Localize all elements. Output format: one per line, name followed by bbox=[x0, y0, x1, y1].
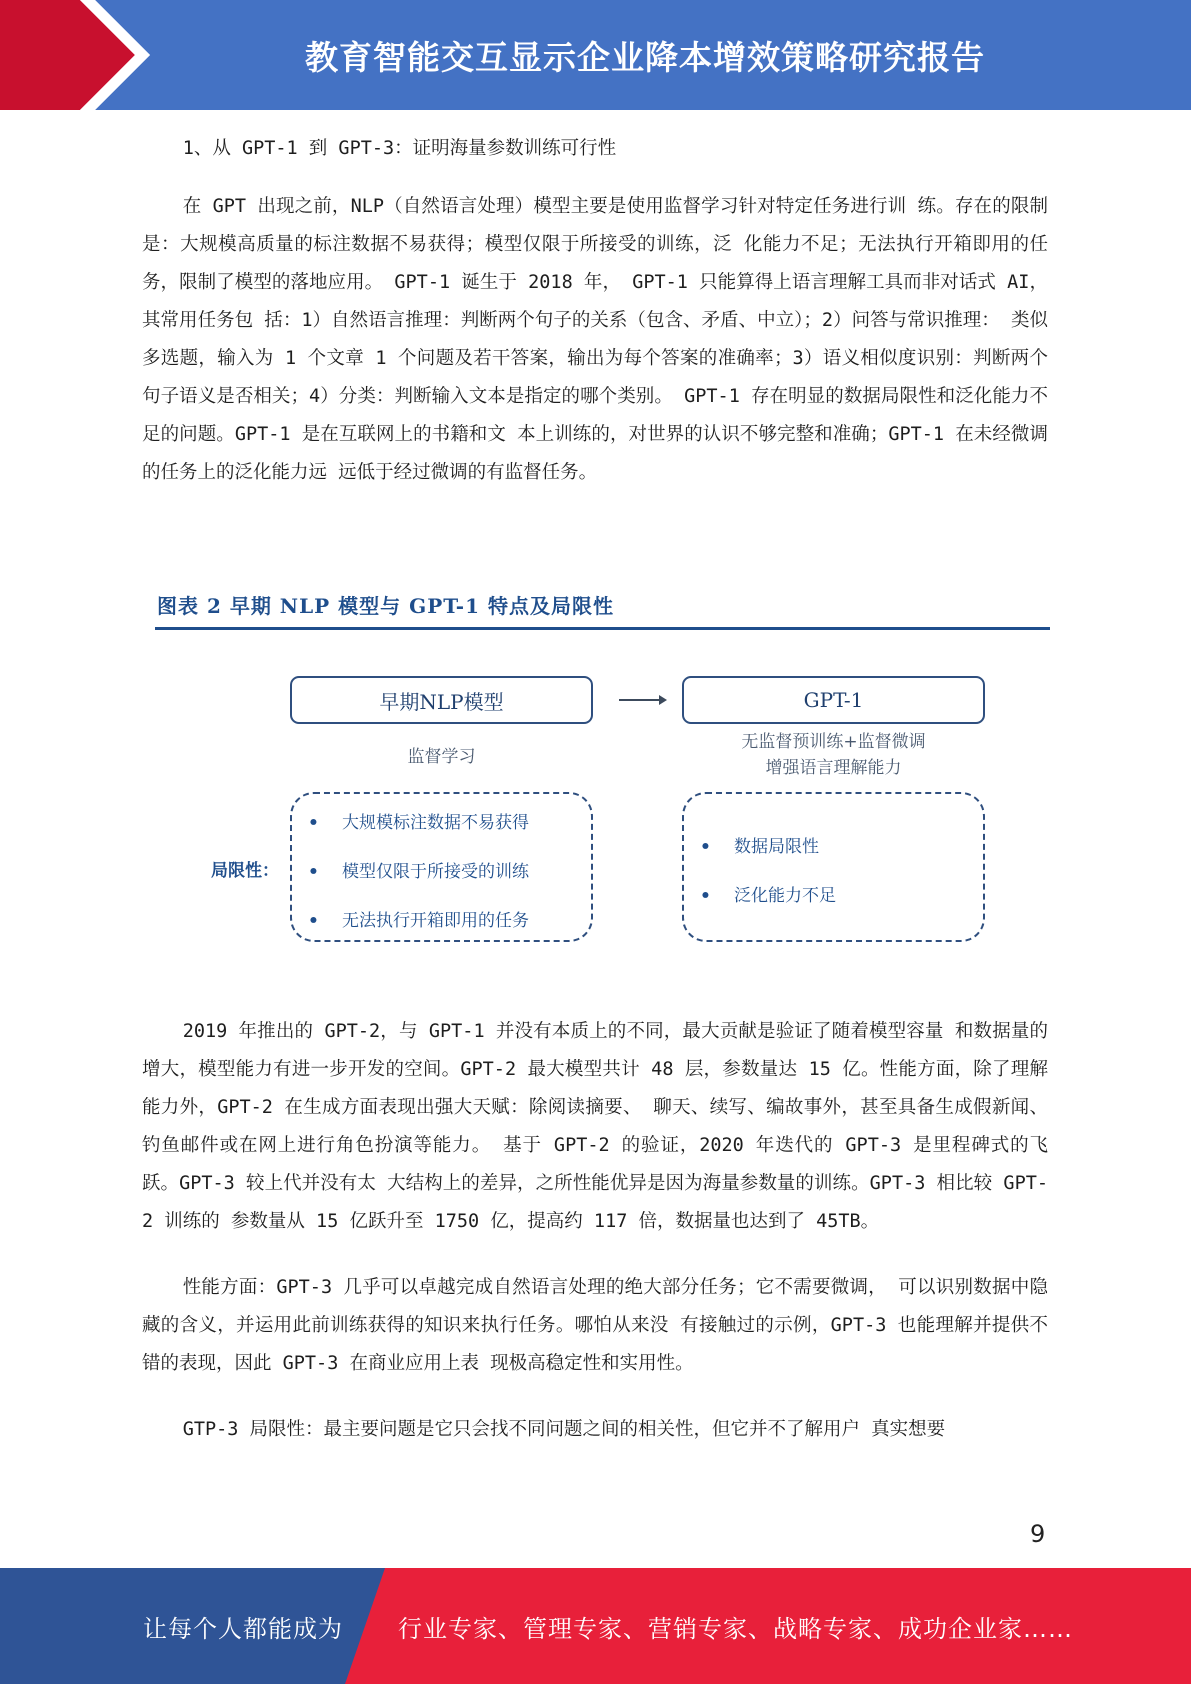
main-content bbox=[142, 130, 1048, 520]
page-number: 9 bbox=[1030, 1520, 1046, 1548]
footer-slogan-right: 行业专家、管理专家、营销专家、战略专家、成功企业家…… bbox=[398, 1614, 1073, 1643]
bullet-icon: • bbox=[308, 862, 319, 882]
early-nlp-limit-2: • 模型仅限于所接受的训练 bbox=[308, 862, 529, 882]
bullet-icon: • bbox=[700, 837, 711, 857]
paragraph-performance: 性能方面：GPT-3 几乎可以卓越完成自然语言处理的绝大部分任务；它不需要微调， 可以识别数据中隐藏的含义，并运用此前训练获得的知识来执行任务。哪怕从来没 有接触过的示例，GPT-3 也能理解并提供不错的表现，因此 GPT-3 在商业应用上表 现极高稳定性和实用性。 bbox=[142, 1277, 1048, 1374]
footer-banner bbox=[0, 1568, 1191, 1684]
gpt1-box: GPT-1 bbox=[682, 676, 985, 724]
early-nlp-limit-1: • 大规模标注数据不易获得 bbox=[308, 813, 529, 833]
figure-2 bbox=[155, 590, 1050, 975]
main-content-continued bbox=[142, 1013, 1048, 1449]
gpt1-limit-1: • 数据局限性 bbox=[700, 837, 819, 857]
paragraph-gpt2-gpt3: 2019 年推出的 GPT-2，与 GPT-1 并没有本质上的不同，最大贡献是验证了随着模型容量 和数据量的增大，模型能力有进一步开发的空间。GPT-2 最大模型共计 48 层，参数量达 15 亿。性能方面，除了理解能力外，GPT-2 在生成方面表现出强大天赋：除阅读摘要、 聊天、续写、编故事外，甚至具备生成假新闻、钓鱼邮件或在网上进行角色扮演等能力。 基于 GPT-2 的验证，2020 年迭代的 GPT-3 是里程碑式的飞跃。GPT-3 较上代并没有太 大结构上的差异，之所性能优异是因为海量参数量的训练。GPT-3 相比较 GPT-2 训练的 参数量从 15 亿跃升至 1750 亿，提高约 117 倍，数据量也达到了 45TB。 bbox=[142, 1021, 1048, 1232]
paragraph-limitations: GTP-3 局限性：最主要问题是它只会找不同问题之间的相关性，但它并不了解用户 真实想要 bbox=[182, 1419, 946, 1440]
gpt1-subtitle-line1: 无监督预训练+监督微调 bbox=[741, 732, 926, 752]
gpt1-limits-box bbox=[682, 792, 985, 942]
footer-slogan-left: 让每个人都能成为 bbox=[143, 1614, 343, 1643]
gpt1-subtitle bbox=[682, 729, 985, 781]
early-nlp-limit-3: • 无法执行开箱即用的任务 bbox=[308, 911, 529, 931]
bullet-icon: • bbox=[308, 911, 319, 931]
gpt1-limit-2: • 泛化能力不足 bbox=[700, 886, 836, 906]
bullet-icon: • bbox=[700, 886, 711, 906]
paragraph-gpt1: 在 GPT 出现之前，NLP（自然语言处理）模型主要是使用监督学习针对特定任务进行训 练。存在的限制是：大规模高质量的标注数据不易获得；模型仅限于所接受的训练，泛 化能力不足；无法执行开箱即用的任务，限制了模型的落地应用。 GPT-1 诞生于 2018 年， GPT-1 只能算得上语言理解工具而非对话式 AI，其常用任务包 括：1）自然语言推理：判断两个句子的关系（包含、矛盾、中立）；2）问答与常识推理： 类似多选题，输入为 1 个文章 1 个问题及若干答案，输出为每个答案的准确率；3）语义相似度识别：判断两个句子语义是否相关；4）分类：判断输入文本是指定的哪个类别。 GPT-1 存在明显的数据局限性和泛化能力不足的问题。GPT-1 是在互联网上的书籍和文 本上训练的，对世界的认识不够完整和准确；GPT-1 在未经微调的任务上的泛化能力远 远低于经过微调的有监督任务。 bbox=[142, 196, 1048, 483]
section-heading: 1、从 GPT-1 到 GPT-3：证明海量参数训练可行性 bbox=[182, 138, 617, 159]
gpt1-subtitle-line2: 增强语言理解能力 bbox=[765, 758, 902, 778]
figure-caption: 图表 2 早期 NLP 模型与 GPT-1 特点及局限性 bbox=[157, 594, 614, 618]
bullet-icon: • bbox=[308, 813, 319, 833]
arrow-icon bbox=[617, 688, 667, 712]
header-banner bbox=[0, 0, 1191, 110]
figure-rule bbox=[155, 627, 1050, 630]
early-nlp-subtitle: 监督学习 bbox=[407, 747, 476, 767]
report-title: 教育智能交互显示企业降本增效策略研究报告 bbox=[305, 37, 985, 77]
early-nlp-box: 早期NLP模型 bbox=[290, 676, 593, 724]
limitation-label: 局限性： bbox=[211, 861, 279, 881]
